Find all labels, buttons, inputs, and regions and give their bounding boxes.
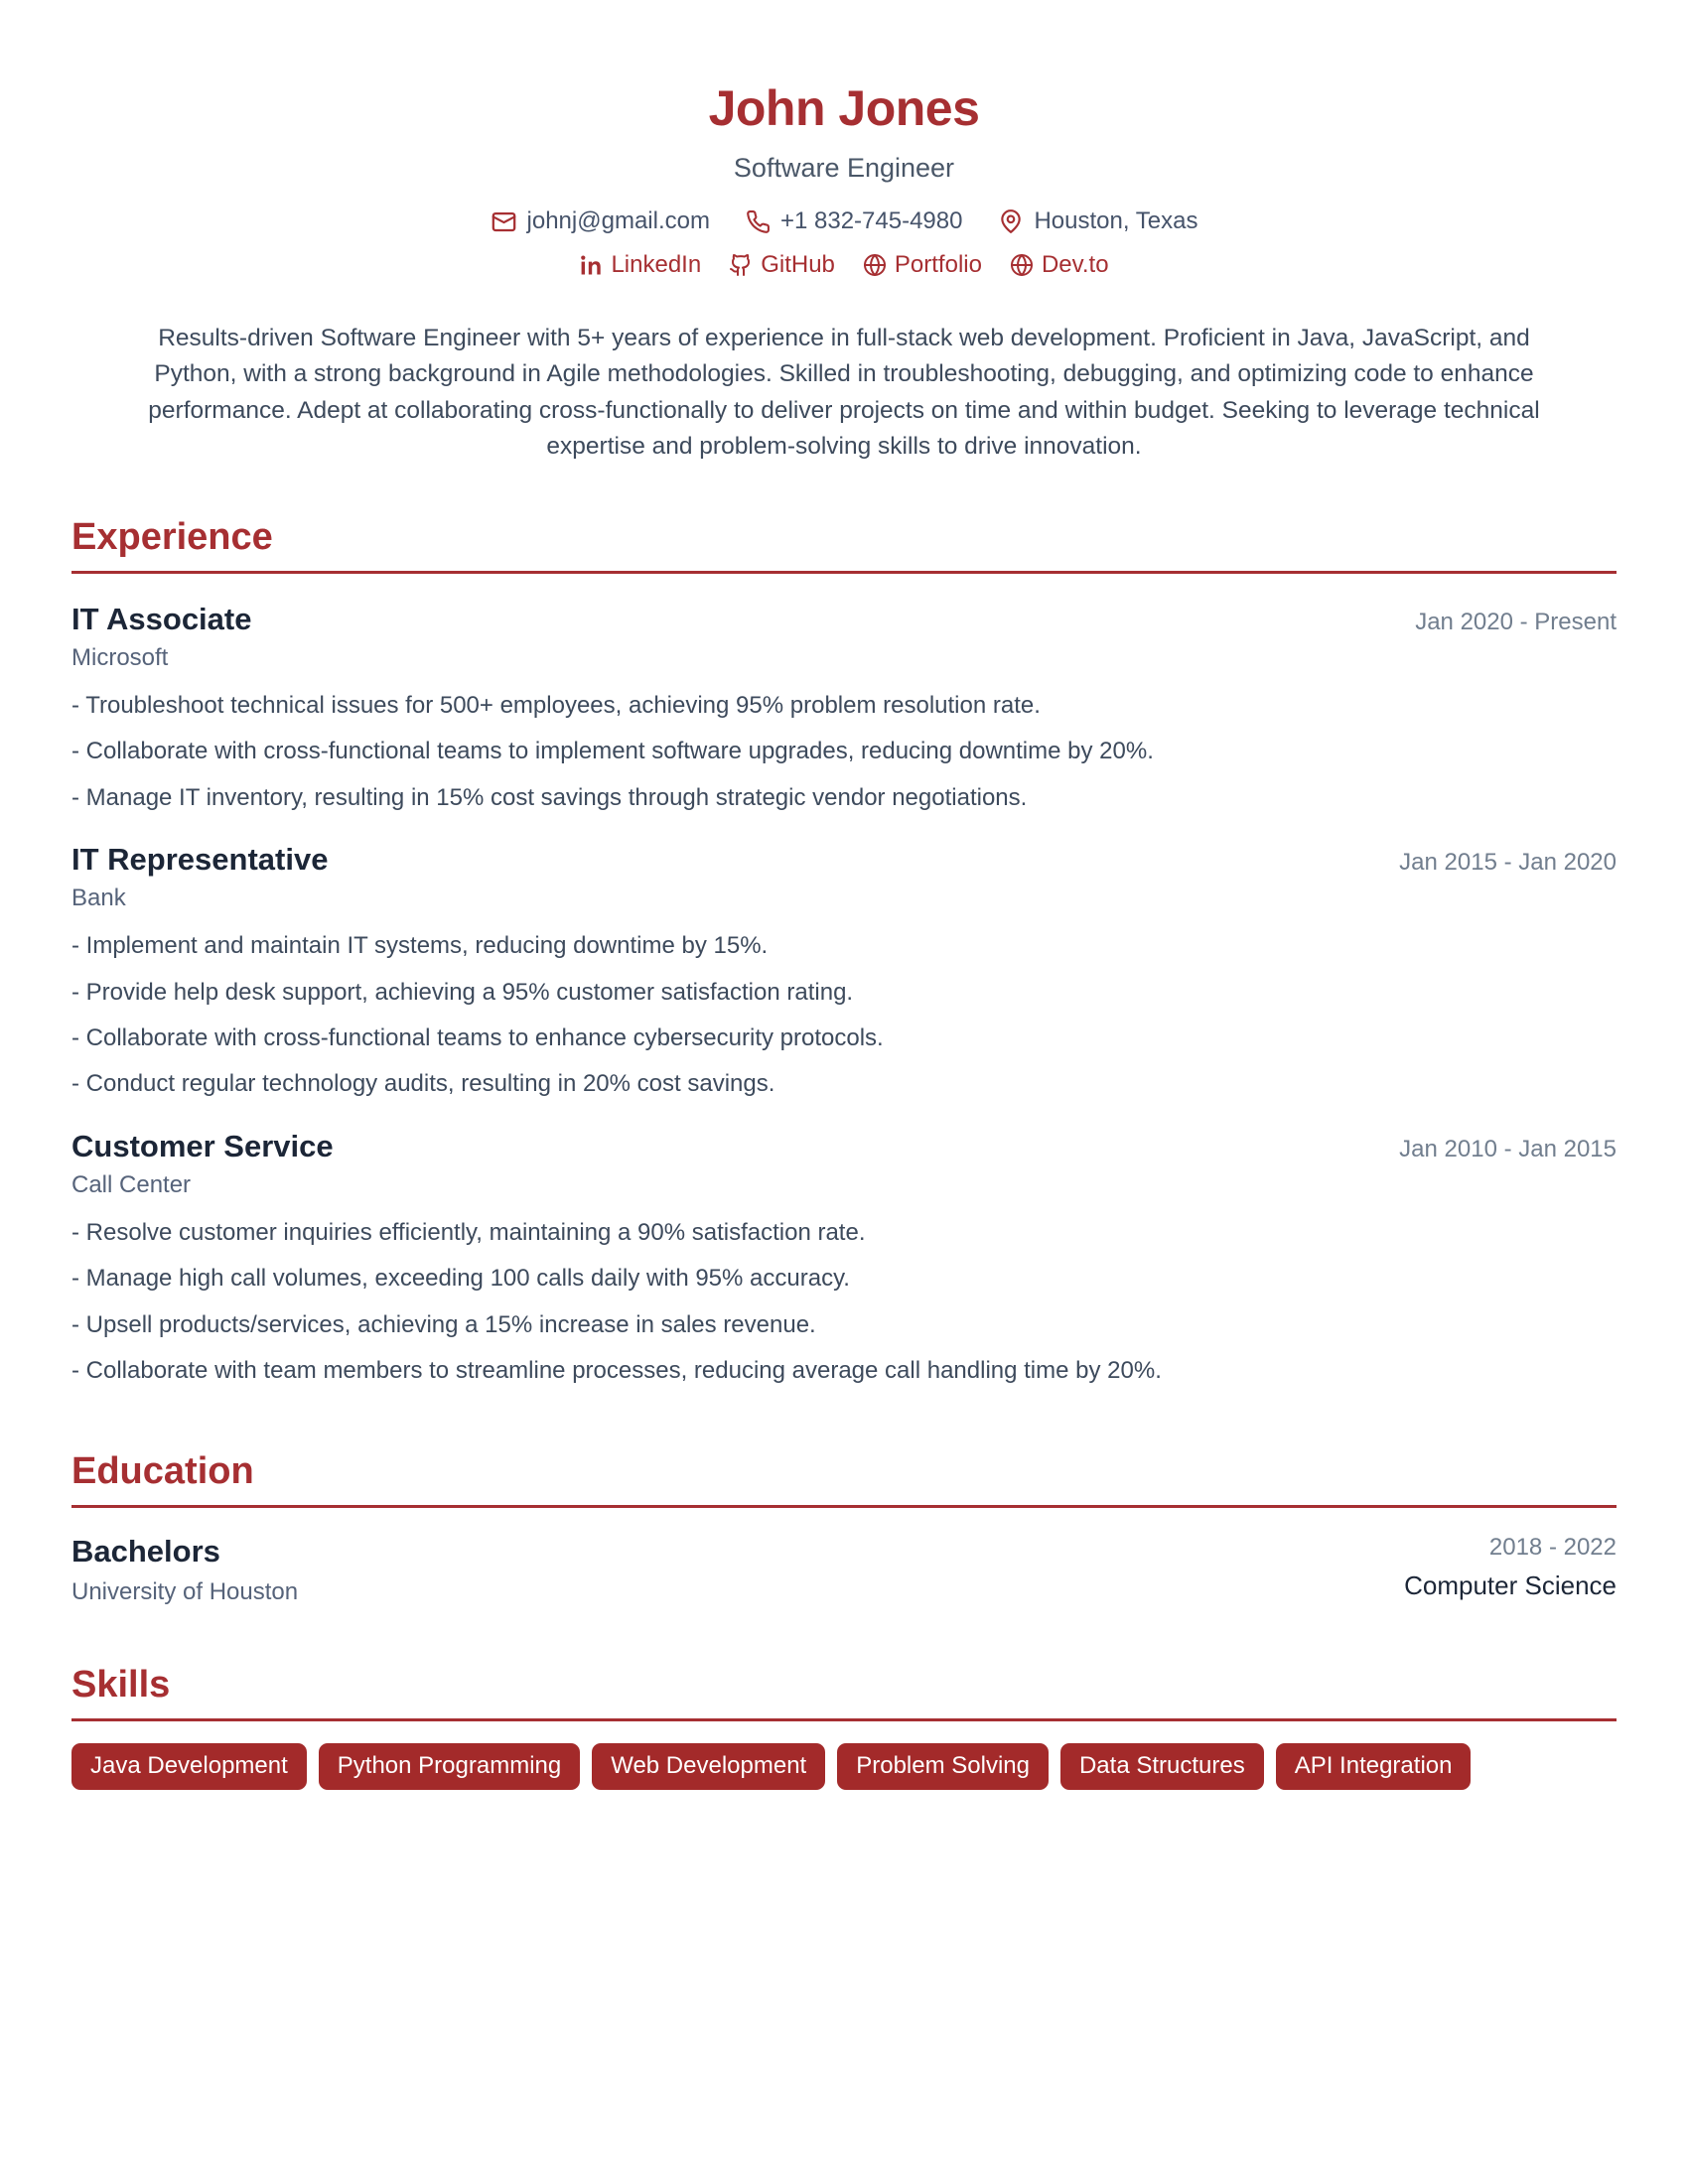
- job-dates: Jan 2015 - Jan 2020: [1399, 849, 1617, 877]
- experience-entry: [71, 1129, 1617, 1388]
- experience-section: [71, 516, 1617, 1387]
- map-pin-icon: [998, 208, 1024, 234]
- professional-summary: Results-driven Software Engineer with 5+ years of experience in full-stack web development. Proficient in Java, JavaScript, and Python, with a strong background in Agile methodologies. Skilled in troubleshooting, debugging, and optimizing code to enhance performance. Adept at collaborating cross-functionally to deliver projects on time and within budget. Seeking to leverage technical expertise and problem-solving skills to drive innovation.: [148, 325, 1540, 460]
- job-bullet: - Collaborate with team members to streamline processes, reducing average call handling time by 20%.: [71, 1356, 1162, 1384]
- github-icon: [729, 253, 753, 277]
- job-bullet: - Upsell products/services, achieving a 15% increase in sales revenue.: [71, 1310, 816, 1338]
- link-linkedin-label: LinkedIn: [611, 251, 702, 278]
- field-of-study: Computer Science: [1404, 1570, 1617, 1601]
- link-portfolio[interactable]: [863, 251, 982, 279]
- link-devto-label: Dev.to: [1041, 251, 1109, 278]
- job-company: Microsoft: [71, 644, 169, 671]
- linkedin-icon: [579, 253, 603, 277]
- contact-email-text: johnj@gmail.com: [526, 207, 710, 234]
- mail-icon: [491, 208, 517, 235]
- contact-phone: [746, 207, 963, 235]
- link-linkedin[interactable]: [579, 251, 701, 279]
- globe-icon: [863, 253, 887, 277]
- person-name: John Jones: [708, 80, 980, 136]
- section-divider: [71, 1505, 1617, 1508]
- job-company: Bank: [71, 885, 126, 912]
- skill-badge: Java Development: [71, 1743, 307, 1790]
- skills-row: [71, 1743, 1617, 1790]
- contact-email: [491, 207, 710, 235]
- job-bullet: - Conduct regular technology audits, resulting in 20% cost savings.: [71, 1070, 775, 1098]
- institution: University of Houston: [71, 1578, 299, 1606]
- job-company: Call Center: [71, 1170, 192, 1198]
- contact-location: [998, 207, 1197, 235]
- person-headline: Software Engineer: [733, 153, 955, 183]
- job-bullet: - Resolve customer inquiries efficiently, maintaining a 90% satisfaction rate.: [71, 1218, 866, 1246]
- links-row: [71, 251, 1617, 279]
- education-dates: 2018 - 2022: [1488, 1534, 1617, 1562]
- job-bullet: - Manage high call volumes, exceeding 100 calls daily with 95% accuracy.: [71, 1265, 850, 1293]
- job-bullet: - Troubleshoot technical issues for 500+ employees, achieving 95% problem resolution rate.: [71, 692, 1041, 719]
- link-portfolio-label: Portfolio: [894, 251, 982, 278]
- experience-entry: [71, 602, 1617, 814]
- education-heading: Education: [71, 1450, 254, 1493]
- section-divider: [71, 571, 1617, 574]
- contact-phone-text: +1 832-745-4980: [779, 207, 963, 234]
- job-bullet: - Implement and maintain IT systems, reducing downtime by 15%.: [71, 932, 769, 960]
- link-github[interactable]: [729, 251, 835, 279]
- skill-badge: API Integration: [1276, 1743, 1472, 1790]
- job-bullet: - Manage IT inventory, resulting in 15% cost savings through strategic vendor negotiations.: [71, 783, 1028, 811]
- skill-badge: Python Programming: [319, 1743, 580, 1790]
- education-section: [71, 1450, 1617, 1606]
- degree: Bachelors: [71, 1534, 220, 1570]
- globe-icon: [1010, 253, 1034, 277]
- job-bullet: - Collaborate with cross-functional teams to enhance cybersecurity protocols.: [71, 1024, 884, 1051]
- skills-section: [71, 1664, 1617, 1790]
- skills-heading: Skills: [71, 1664, 171, 1706]
- skill-badge: Problem Solving: [837, 1743, 1049, 1790]
- experience-heading: Experience: [71, 516, 273, 558]
- contact-row: [71, 207, 1617, 235]
- skill-badge: Web Development: [592, 1743, 825, 1790]
- resume-header: [71, 79, 1617, 465]
- contact-location-text: Houston, Texas: [1034, 207, 1198, 234]
- education-entry: [71, 1534, 1617, 1606]
- job-bullet: - Provide help desk support, achieving a 95% customer satisfaction rating.: [71, 978, 854, 1006]
- job-title: Customer Service: [71, 1128, 334, 1163]
- section-divider: [71, 1718, 1617, 1721]
- link-devto[interactable]: [1010, 251, 1109, 279]
- job-dates: Jan 2020 - Present: [1415, 609, 1617, 635]
- phone-icon: [746, 209, 771, 234]
- job-title: IT Associate: [71, 602, 252, 636]
- skill-badge: Data Structures: [1060, 1743, 1264, 1790]
- job-dates: Jan 2010 - Jan 2015: [1399, 1135, 1617, 1162]
- job-bullet: - Collaborate with cross-functional teams to implement software upgrades, reducing downtime by 20%.: [71, 738, 1154, 765]
- job-title: IT Representative: [71, 842, 329, 878]
- link-github-label: GitHub: [761, 251, 835, 278]
- experience-entry: [71, 842, 1617, 1101]
